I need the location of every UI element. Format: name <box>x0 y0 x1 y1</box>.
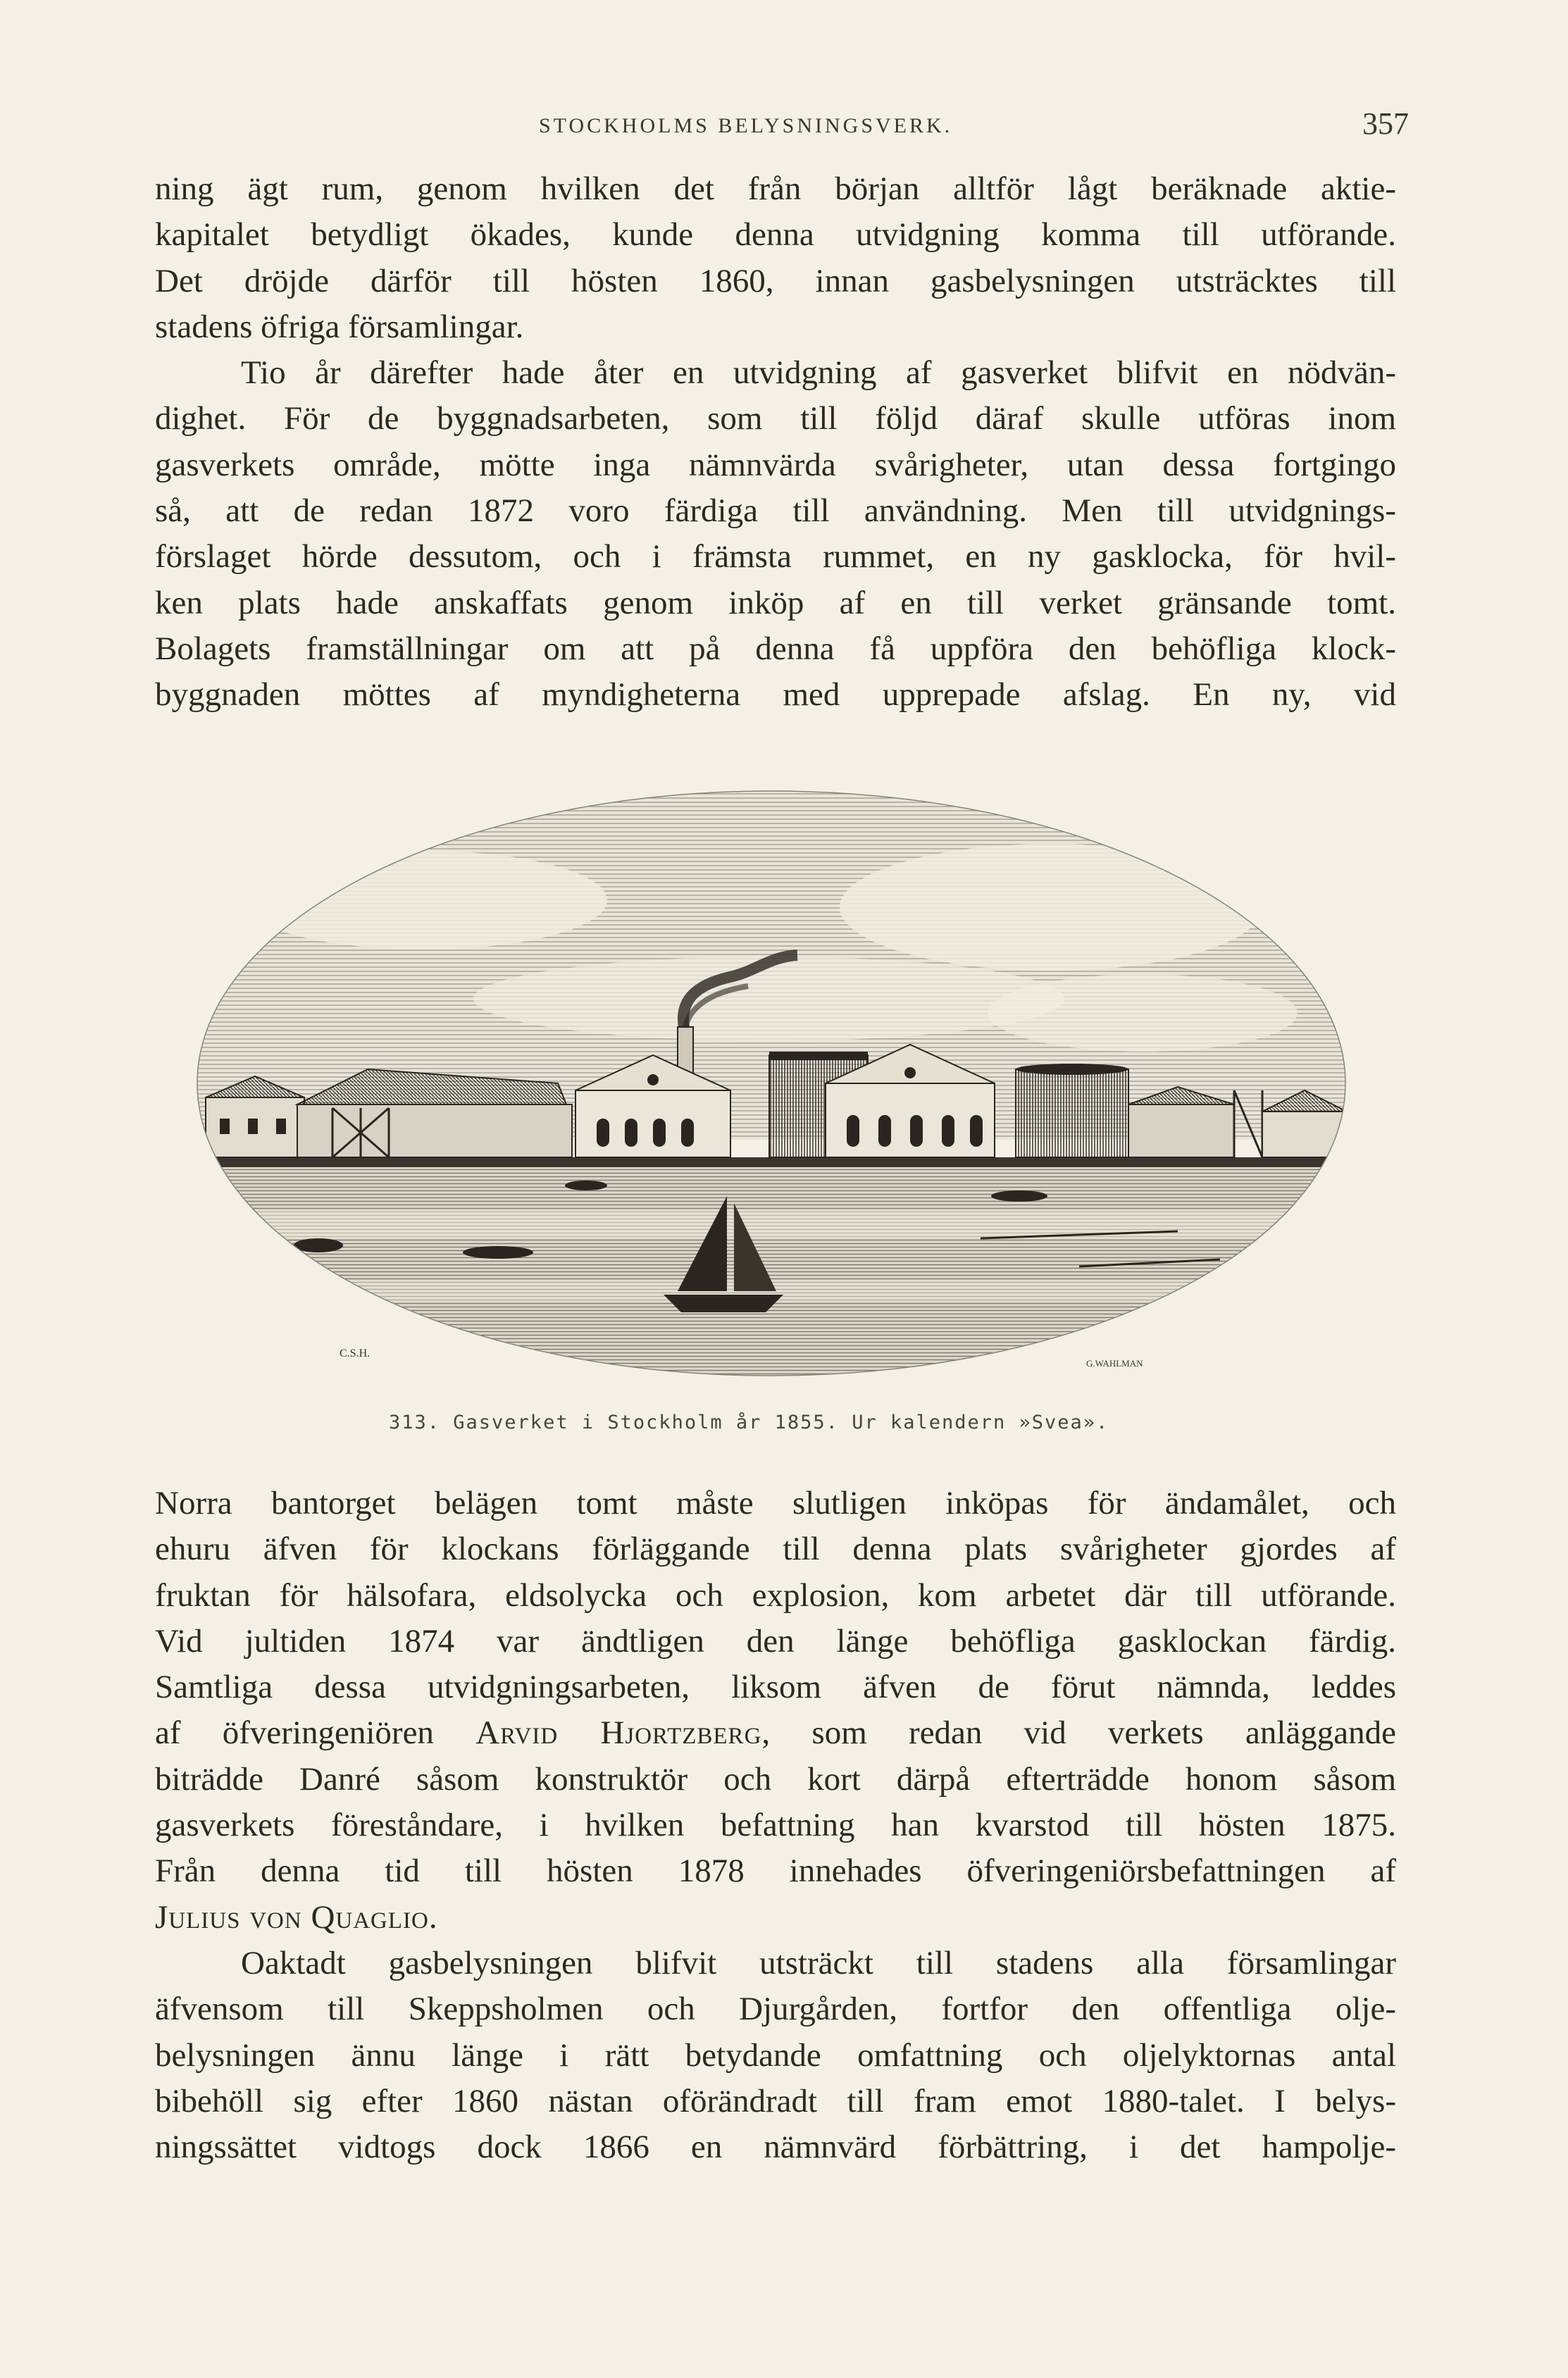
text-line: byggnaden möttes af myndigheterna med upprepade afslag. En ny, vid <box>155 676 1396 714</box>
running-head <box>155 106 1409 148</box>
body-text-top <box>155 166 1396 718</box>
text-line: Tio år därefter hade åter en utvidgning af gasverket blifvit en nödvän- <box>241 354 1396 392</box>
text-line: gasverkets område, mötte inga nämnvärda svårigheter, utan dessa fortgingo <box>155 446 1396 483</box>
text-line: Från denna tid till hösten 1878 innehades öfveringeniörsbefattningen af <box>155 1853 1396 1890</box>
text-line: äfvensom till Skeppsholmen och Djurgården, fortfor den offentliga olje- <box>155 1991 1396 2028</box>
engraver-mark-left: C.S.H. <box>340 1347 371 1359</box>
text-line: så, att de redan 1872 voro färdiga till användning. Men till utvidgnings- <box>155 492 1396 530</box>
text-line: stadens öfriga församlingar. <box>155 308 524 345</box>
engraving-gasworks <box>192 788 1351 1400</box>
text-line: Bolagets framställningar om att på denna få uppföra den behöfliga klock- <box>155 630 1396 667</box>
figure-caption: 313. Gasverket i Stockholm år 1855. Ur kalendern »Svea». <box>389 1412 1109 1433</box>
text-run: , som redan vid verkets anläggande <box>761 1714 1396 1752</box>
text-line: gasverkets föreståndare, i hvilken befattning han kvarstod till hösten 1875. <box>155 1807 1396 1844</box>
text-line: biträdde Danré såsom konstruktör och kort därpå efterträdde honom såsom <box>155 1760 1396 1798</box>
engraver-mark-right: G.WAHLMAN <box>1086 1358 1143 1369</box>
text-line: belysningen ännu länge i rätt betydande omfattning och oljelyktornas antal <box>155 2036 1396 2074</box>
text-run: . <box>428 1898 437 1936</box>
text-line: ehuru äfven för klockans förläggande till denna plats svårigheter gjordes af <box>155 1531 1396 1568</box>
text-line: Vid jultiden 1874 var ändtligen den länge behöfliga gasklockan färdig. <box>155 1622 1396 1660</box>
text-line <box>155 1895 1396 1941</box>
text-line: Det dröjde därför till hösten 1860, innan gasbelysningen utsträcktes till <box>155 262 1396 299</box>
text-line: ken plats hade anskaffats genom inköp af en till verket gränsande tomt. <box>155 584 1396 621</box>
text-line: ningssättet vidtogs dock 1866 en nämnvärd förbättring, i det hampolje- <box>155 2129 1396 2166</box>
person-name: Arvid Hjortzberg <box>475 1714 762 1752</box>
text-line: förslaget hörde dessutom, och i främsta rummet, en ny gasklocka, för hvil- <box>155 538 1396 575</box>
running-title: STOCKHOLMS BELYSNINGSVERK. <box>539 114 953 137</box>
text-line: dighet. För de byggnadsarbeten, som till följd däraf skulle utföras inom <box>155 400 1396 437</box>
text-line: fruktan för hälsofara, eldsolycka och explosion, kom arbetet där till utförande. <box>155 1576 1396 1614</box>
page-number: 357 <box>1362 106 1409 141</box>
text-line: ning ägt rum, genom hvilken det från början alltför lågt beräknade aktie- <box>155 170 1396 207</box>
text-run: af öfveringeniören <box>155 1714 476 1752</box>
text-line: kapitalet betydligt ökades, kunde denna utvidgning komma till utförande. <box>155 216 1396 254</box>
person-name: Julius von Quaglio <box>155 1898 429 1936</box>
text-line <box>155 1710 1396 1756</box>
text-line: Samtliga dessa utvidgningsarbeten, liksom äfven de förut nämnda, leddes <box>155 1669 1396 1706</box>
text-line: Oaktadt gasbelysningen blifvit utsträckt till stadens alla församlingar <box>241 1944 1396 1981</box>
body-text-bottom <box>155 1481 1396 2170</box>
text-line: bibehöll sig efter 1860 nästan oförändradt till fram emot 1880-talet. I belys- <box>155 2082 1396 2119</box>
text-line: Norra bantorget belägen tomt måste slutligen inköpas för ändamålet, och <box>155 1485 1396 1521</box>
